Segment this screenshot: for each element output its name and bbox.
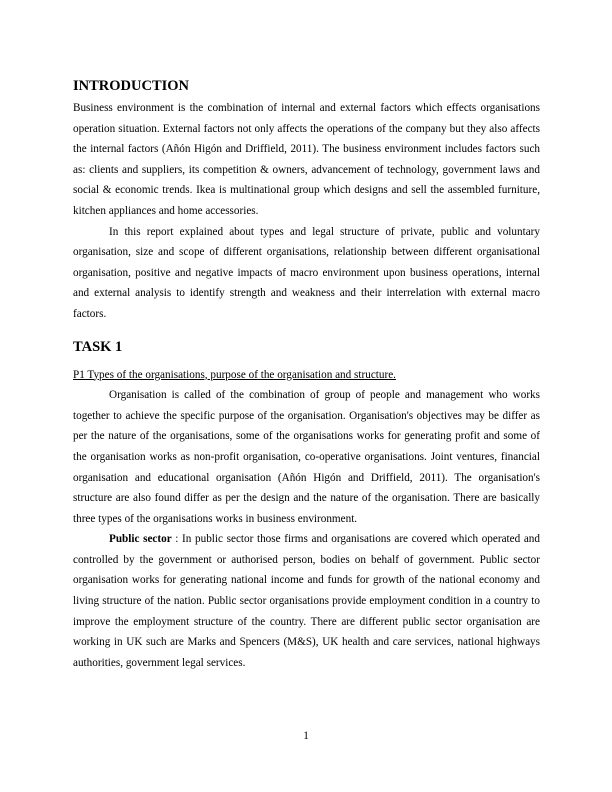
task1-paragraph-1: Organisation is called of the combination of group of people and management who works together to achieve the specific purpose of the organisation. Organisation's objectives may be differ as per the nature of the organisations, some of the organisations works for generating profit and some of the organisation works as non-profit organisation, co-operative organisations. Joint ventures, financial organisation and educational organisation (Añón Higón and Driffield, 2011). The organisation's structure are also found differ as per the design and the nature of the organisation. There are basically three types of the organisations works in business environment.: [73, 389, 540, 525]
page-content: [73, 76, 540, 673]
public-sector-label: Public sector: [109, 533, 172, 546]
introduction-heading: INTRODUCTION: [73, 78, 190, 94]
task1-heading: TASK 1: [73, 338, 123, 355]
introduction-paragraph-2: In this report explained about types and legal structure of private, public and voluntary organisation, size and scope of different organisations, relationship between different organisational organisation, positive and negative impacts of macro environment upon business operations, internal and external analysis to identify strength and weakness and their interrelation with external macro factors.: [73, 225, 540, 320]
page-number: 1: [303, 730, 309, 742]
public-sector-text: : In public sector those firms and organisations are covered which operated and controlled by the government or authorised person, bodies on behalf of government. Public sector organisation works for generating national income and funds for growth of the national economy and living structure of the nation. Public sector organisations provide employment condition in a country to improve the employment structure of the country. There are different public sector organisation are working in UK such are Marks and Spencers (M&S), UK health and care services, national highways authorities, government legal services.: [73, 533, 540, 669]
introduction-paragraph-1: Business environment is the combination of internal and external factors which effects organisations operation situation. External factors not only affects the operations of the company but they also affects the internal factors (Añón Higón and Driffield, 2011). The business environment includes factors such as: clients and suppliers, its competition & owners, advancement of technology, government laws and social & economic trends. Ikea is multinational group which designs and sell the assembled furniture, kitchen appliances and home accessories.: [73, 102, 540, 217]
public-sector-paragraph: [73, 529, 540, 673]
task1-subheading: P1 Types of the organisations, purpose of the organisation and structure.: [73, 368, 396, 381]
